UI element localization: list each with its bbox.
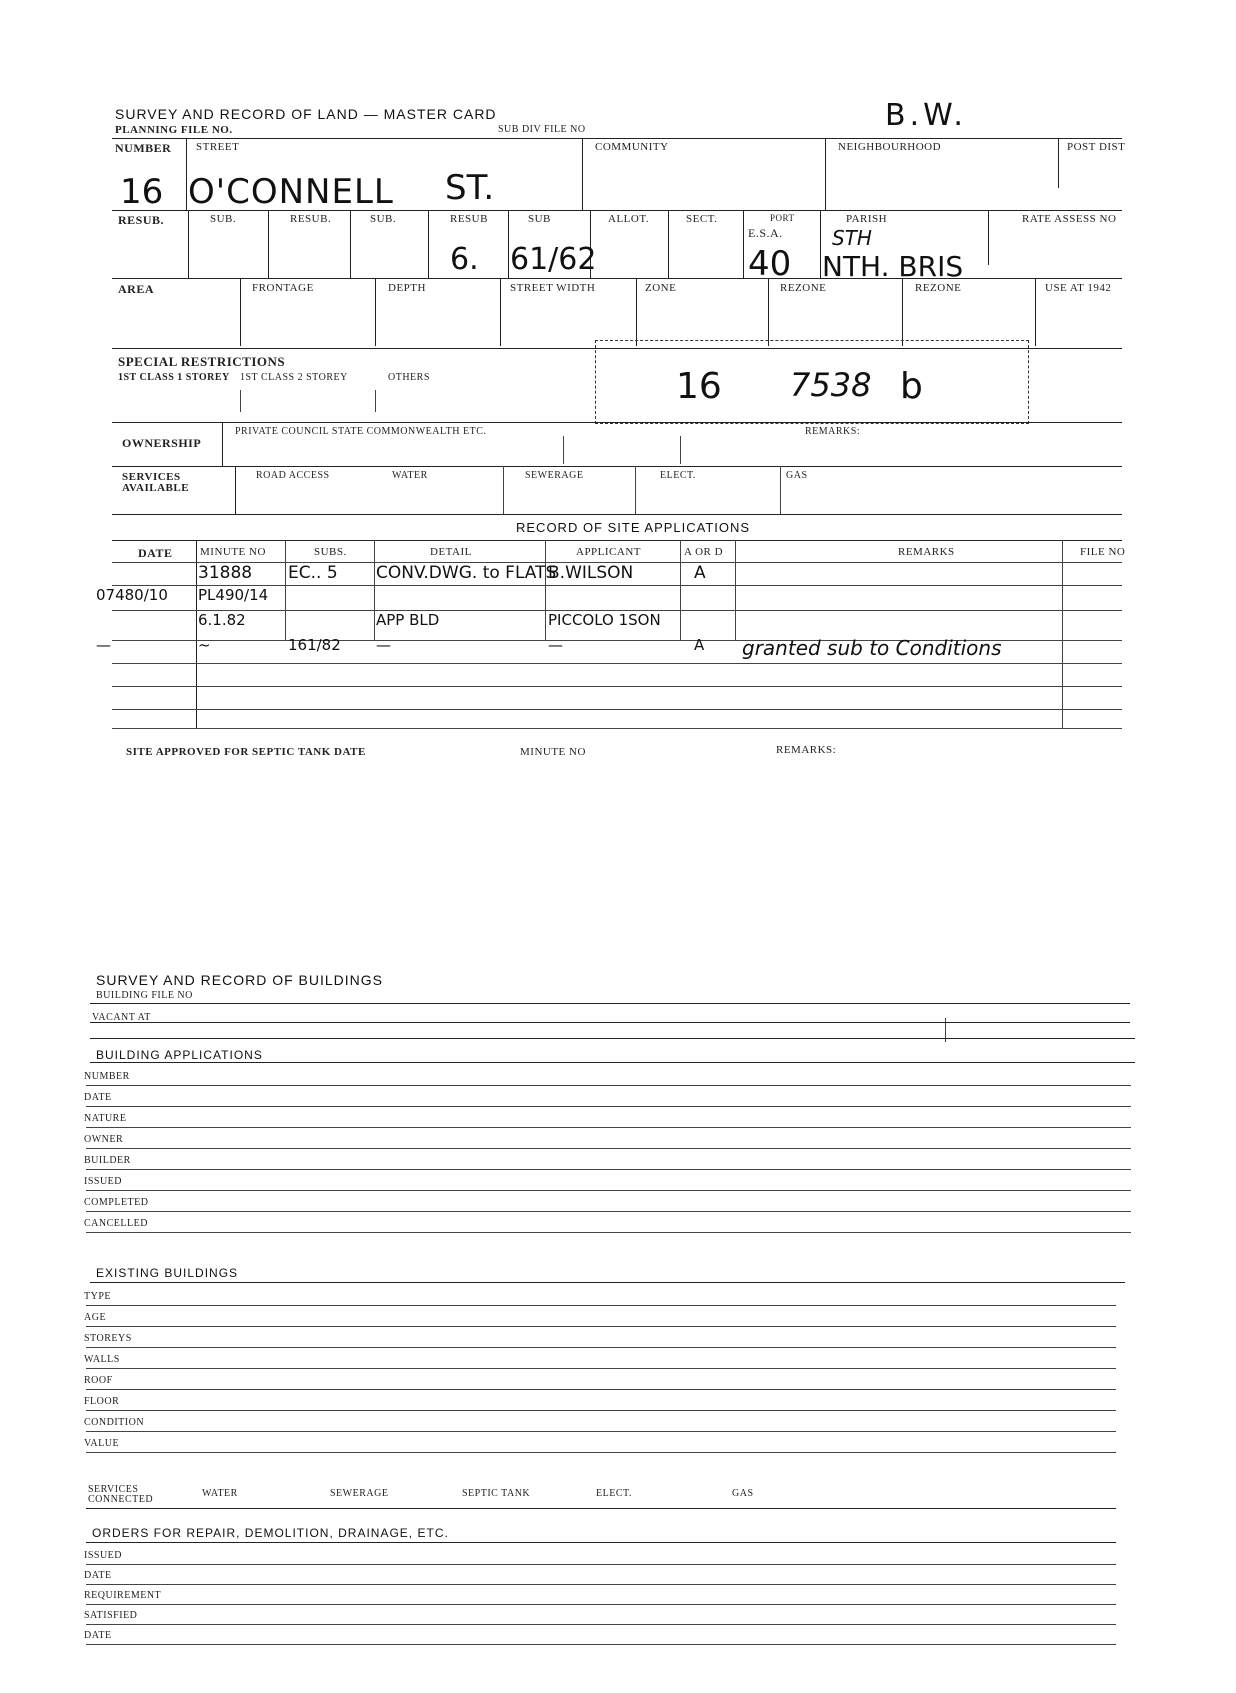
bldg-septic-label: SEPTIC TANK: [462, 1488, 531, 1499]
subdiv-file-label: SUB DIV FILE NO: [498, 124, 586, 135]
existing-row-label: STOREYS: [84, 1333, 132, 1344]
rule: [112, 422, 1122, 423]
zone-label: ZONE: [645, 282, 677, 294]
orders-label: ORDERS FOR REPAIR, DEMOLITION, DRAINAGE, ETC.: [92, 1526, 449, 1540]
site-row-minute: 6.1.82: [198, 611, 246, 629]
col-aord: A OR D: [684, 546, 724, 558]
existing-row-label: WALLS: [84, 1354, 120, 1365]
sub-label-2: SUB.: [370, 213, 397, 225]
rule: [112, 210, 1122, 211]
rule: [680, 436, 681, 464]
application-row-label: OWNER: [84, 1134, 124, 1145]
sub-label-1: SUB.: [210, 213, 237, 225]
building-applications-label: BUILDING APPLICATIONS: [96, 1048, 263, 1062]
site-applications-title: RECORD OF SITE APPLICATIONS: [516, 520, 751, 535]
rule: [86, 1452, 1116, 1453]
parish-value-2: NTH. BRIS: [822, 250, 964, 283]
site-row-applicant: —: [548, 636, 563, 654]
rule: [86, 1624, 1116, 1625]
depth-label: DEPTH: [388, 282, 426, 294]
rule: [1035, 278, 1036, 346]
bldg-elect-label: ELECT.: [596, 1488, 632, 1499]
rule: [222, 422, 223, 466]
rule: [112, 514, 1122, 515]
vacant-label: VACANT AT: [92, 1012, 151, 1023]
rule: [86, 1085, 1131, 1086]
site-row-subs: EC.. 5: [288, 563, 338, 583]
elect-label: ELECT.: [660, 470, 696, 481]
rule: [668, 210, 669, 278]
rule: [86, 1127, 1131, 1128]
allot-label: ALLOT.: [608, 213, 649, 225]
rezone-label-2: REZONE: [915, 282, 962, 294]
site-row-remarks: granted sub to Conditions: [742, 636, 1002, 660]
stamp-value-2: 7538: [790, 366, 872, 404]
building-file-label: BUILDING FILE NO: [96, 990, 193, 1001]
services-label-1: SERVICES: [122, 471, 181, 483]
rule: [86, 1211, 1131, 1212]
number-value: 16: [120, 172, 164, 212]
rule: [86, 1326, 1116, 1327]
site-row-applicant: PICCOLO 1SON: [548, 611, 661, 629]
rule: [86, 1148, 1131, 1149]
rule: [86, 1389, 1116, 1390]
rule: [112, 540, 1122, 541]
application-row-label: DATE: [84, 1092, 112, 1103]
esa-label: E.S.A.: [748, 226, 783, 240]
col-minute: MINUTE NO: [200, 546, 266, 558]
rule: [188, 210, 189, 278]
site-row-detail: APP BLD: [376, 611, 440, 629]
col-detail: DETAIL: [430, 546, 472, 558]
rule: [86, 1564, 1116, 1565]
rule: [90, 1003, 1130, 1004]
rule: [375, 390, 376, 412]
rule: [90, 1062, 1135, 1063]
rule: [86, 1169, 1131, 1170]
rule: [240, 278, 241, 346]
rule: [428, 210, 429, 278]
sewerage-label: SEWERAGE: [525, 470, 584, 481]
parish-value-1: STH: [832, 226, 872, 250]
col-applicant: APPLICANT: [576, 546, 642, 558]
application-row-label: NATURE: [84, 1113, 127, 1124]
col-file: FILE NO: [1080, 546, 1126, 558]
rule: [112, 709, 1122, 710]
services-connected-label-1: SERVICES: [88, 1484, 139, 1495]
street-value: O'CONNELL: [188, 172, 394, 212]
others-label: OTHERS: [388, 372, 430, 383]
rule: [86, 1190, 1131, 1191]
rule: [86, 1410, 1116, 1411]
resub-label-3: RESUB: [450, 213, 488, 225]
existing-row-label: ROOF: [84, 1375, 113, 1386]
orders-row-label: DATE: [84, 1570, 112, 1581]
bldg-gas-label: GAS: [732, 1488, 754, 1499]
rule: [1062, 540, 1063, 728]
existing-row-label: CONDITION: [84, 1417, 145, 1428]
site-row-aord: A: [694, 563, 706, 583]
rule: [1058, 138, 1059, 188]
rule: [563, 436, 564, 464]
parish-label: PARISH: [846, 213, 888, 225]
rule: [112, 278, 1122, 279]
buildings-card-title: SURVEY AND RECORD OF BUILDINGS: [96, 972, 383, 988]
rule: [508, 210, 509, 278]
rule: [545, 540, 546, 640]
site-row-minute: PL490/14: [198, 586, 269, 604]
planning-file-label: PLANNING FILE NO.: [115, 124, 233, 136]
services-connected-label-2: CONNECTED: [88, 1494, 154, 1505]
rule: [582, 138, 583, 210]
rule: [680, 540, 681, 640]
rule: [86, 1604, 1116, 1605]
orders-row-label: SATISFIED: [84, 1610, 138, 1621]
resub-label-2: RESUB.: [290, 213, 332, 225]
site-row-detail: CONV.DWG. to FLATS: [376, 563, 557, 583]
first-class-1-label: 1ST CLASS 1 STOREY: [118, 372, 230, 383]
bldg-water-label: WATER: [202, 1488, 238, 1499]
site-row-aord: A: [694, 636, 705, 654]
services-label-2: AVAILABLE: [122, 482, 190, 494]
application-row-label: NUMBER: [84, 1071, 130, 1082]
rule: [780, 466, 781, 514]
rule: [374, 540, 375, 640]
rule: [112, 663, 1122, 664]
rule: [112, 728, 1122, 729]
use-at-label: USE AT 1942: [1045, 282, 1112, 294]
stamp-value-1: 16: [676, 366, 722, 407]
rule: [112, 686, 1122, 687]
first-class-2-label: 1ST CLASS 2 STOREY: [240, 372, 348, 383]
ownership-label: OWNERSHIP: [122, 436, 202, 450]
col-date: DATE: [138, 546, 173, 560]
rule: [86, 1542, 1116, 1543]
rule: [503, 466, 504, 514]
rate-assess-label: RATE ASSESS NO: [1022, 213, 1117, 225]
sub-label-3: SUB: [528, 213, 551, 225]
rule: [825, 138, 826, 210]
number-label: NUMBER: [115, 141, 172, 155]
rule: [235, 466, 236, 514]
rule: [186, 138, 187, 210]
rule: [86, 1305, 1116, 1306]
ownership-options: PRIVATE COUNCIL STATE COMMONWEALTH ETC.: [235, 426, 487, 437]
street-label: STREET: [196, 141, 240, 153]
resub-value: 6.: [450, 242, 479, 277]
site-row-minute: 31888: [198, 563, 253, 583]
rule: [86, 1368, 1116, 1369]
col-remarks: REMARKS: [898, 546, 955, 558]
rule: [268, 210, 269, 278]
rule: [743, 210, 744, 278]
bldg-sewerage-label: SEWERAGE: [330, 1488, 389, 1499]
orders-row-label: DATE: [84, 1630, 112, 1641]
post-dist-label: POST DIST: [1067, 141, 1126, 153]
rule: [86, 1232, 1131, 1233]
port-value: 40: [748, 244, 792, 284]
resub-label-1: RESUB.: [118, 213, 165, 227]
frontage-label: FRONTAGE: [252, 282, 314, 294]
street-type-value: ST.: [445, 168, 495, 208]
rule: [90, 1282, 1125, 1283]
site-row-date: 07480/10: [96, 586, 168, 604]
rule: [375, 278, 376, 346]
existing-row-label: VALUE: [84, 1438, 120, 1449]
rule: [112, 466, 1122, 467]
septic-minute-label: MINUTE NO: [520, 746, 586, 758]
orders-row-label: REQUIREMENT: [84, 1590, 162, 1601]
rule: [635, 466, 636, 514]
rule: [500, 278, 501, 346]
site-row-applicant: B.WILSON: [548, 563, 634, 583]
site-row-minute: ~: [198, 636, 211, 654]
rule: [735, 540, 736, 640]
site-row-subs: 161/82: [288, 636, 341, 654]
existing-buildings-label: EXISTING BUILDINGS: [96, 1266, 239, 1280]
rezone-label-1: REZONE: [780, 282, 827, 294]
rule: [285, 540, 286, 640]
ownership-remarks-label: REMARKS:: [805, 426, 861, 437]
application-row-label: COMPLETED: [84, 1197, 149, 1208]
community-label: COMMUNITY: [595, 141, 669, 153]
rule: [112, 138, 1122, 139]
master-card-title: SURVEY AND RECORD OF LAND — MASTER CARD: [115, 106, 497, 122]
rule: [636, 278, 637, 346]
stamp-value-3: b: [900, 366, 923, 407]
rule: [86, 1584, 1116, 1585]
rule: [86, 1106, 1131, 1107]
rule: [86, 1644, 1116, 1645]
existing-row-label: FLOOR: [84, 1396, 120, 1407]
rule: [86, 1347, 1116, 1348]
application-row-label: BUILDER: [84, 1155, 131, 1166]
corner-annotation: B.W.: [885, 98, 967, 133]
site-row-detail: —: [376, 636, 391, 654]
area-label: AREA: [118, 282, 155, 296]
neighbourhood-label: NEIGHBOURHOOD: [838, 141, 942, 153]
col-subs: SUBS.: [314, 546, 347, 558]
sub-value: 61/62: [510, 242, 597, 277]
rule: [86, 1431, 1116, 1432]
application-row-label: ISSUED: [84, 1176, 123, 1187]
road-access-label: ROAD ACCESS: [256, 470, 330, 481]
rule: [86, 1508, 1116, 1509]
rule: [768, 278, 769, 346]
rule: [350, 210, 351, 278]
rule: [240, 390, 241, 412]
rule: [90, 1038, 1135, 1039]
rule: [988, 210, 989, 265]
special-restrictions-label: SPECIAL RESTRICTIONS: [118, 354, 286, 369]
rule: [196, 540, 197, 728]
water-label: WATER: [392, 470, 428, 481]
port-label: PORT: [770, 213, 795, 223]
existing-row-label: AGE: [84, 1312, 107, 1323]
existing-row-label: TYPE: [84, 1291, 111, 1302]
application-row-label: CANCELLED: [84, 1218, 148, 1229]
orders-row-label: ISSUED: [84, 1550, 123, 1561]
rule: [902, 278, 903, 346]
site-row-date: —: [96, 636, 111, 654]
gas-label: GAS: [786, 470, 808, 481]
septic-label: SITE APPROVED FOR SEPTIC TANK DATE: [126, 746, 366, 758]
septic-remarks-label: REMARKS:: [776, 744, 837, 756]
rule: [90, 1022, 1130, 1023]
rule: [820, 210, 821, 278]
street-width-label: STREET WIDTH: [510, 282, 596, 294]
sect-label: SECT.: [686, 213, 718, 225]
